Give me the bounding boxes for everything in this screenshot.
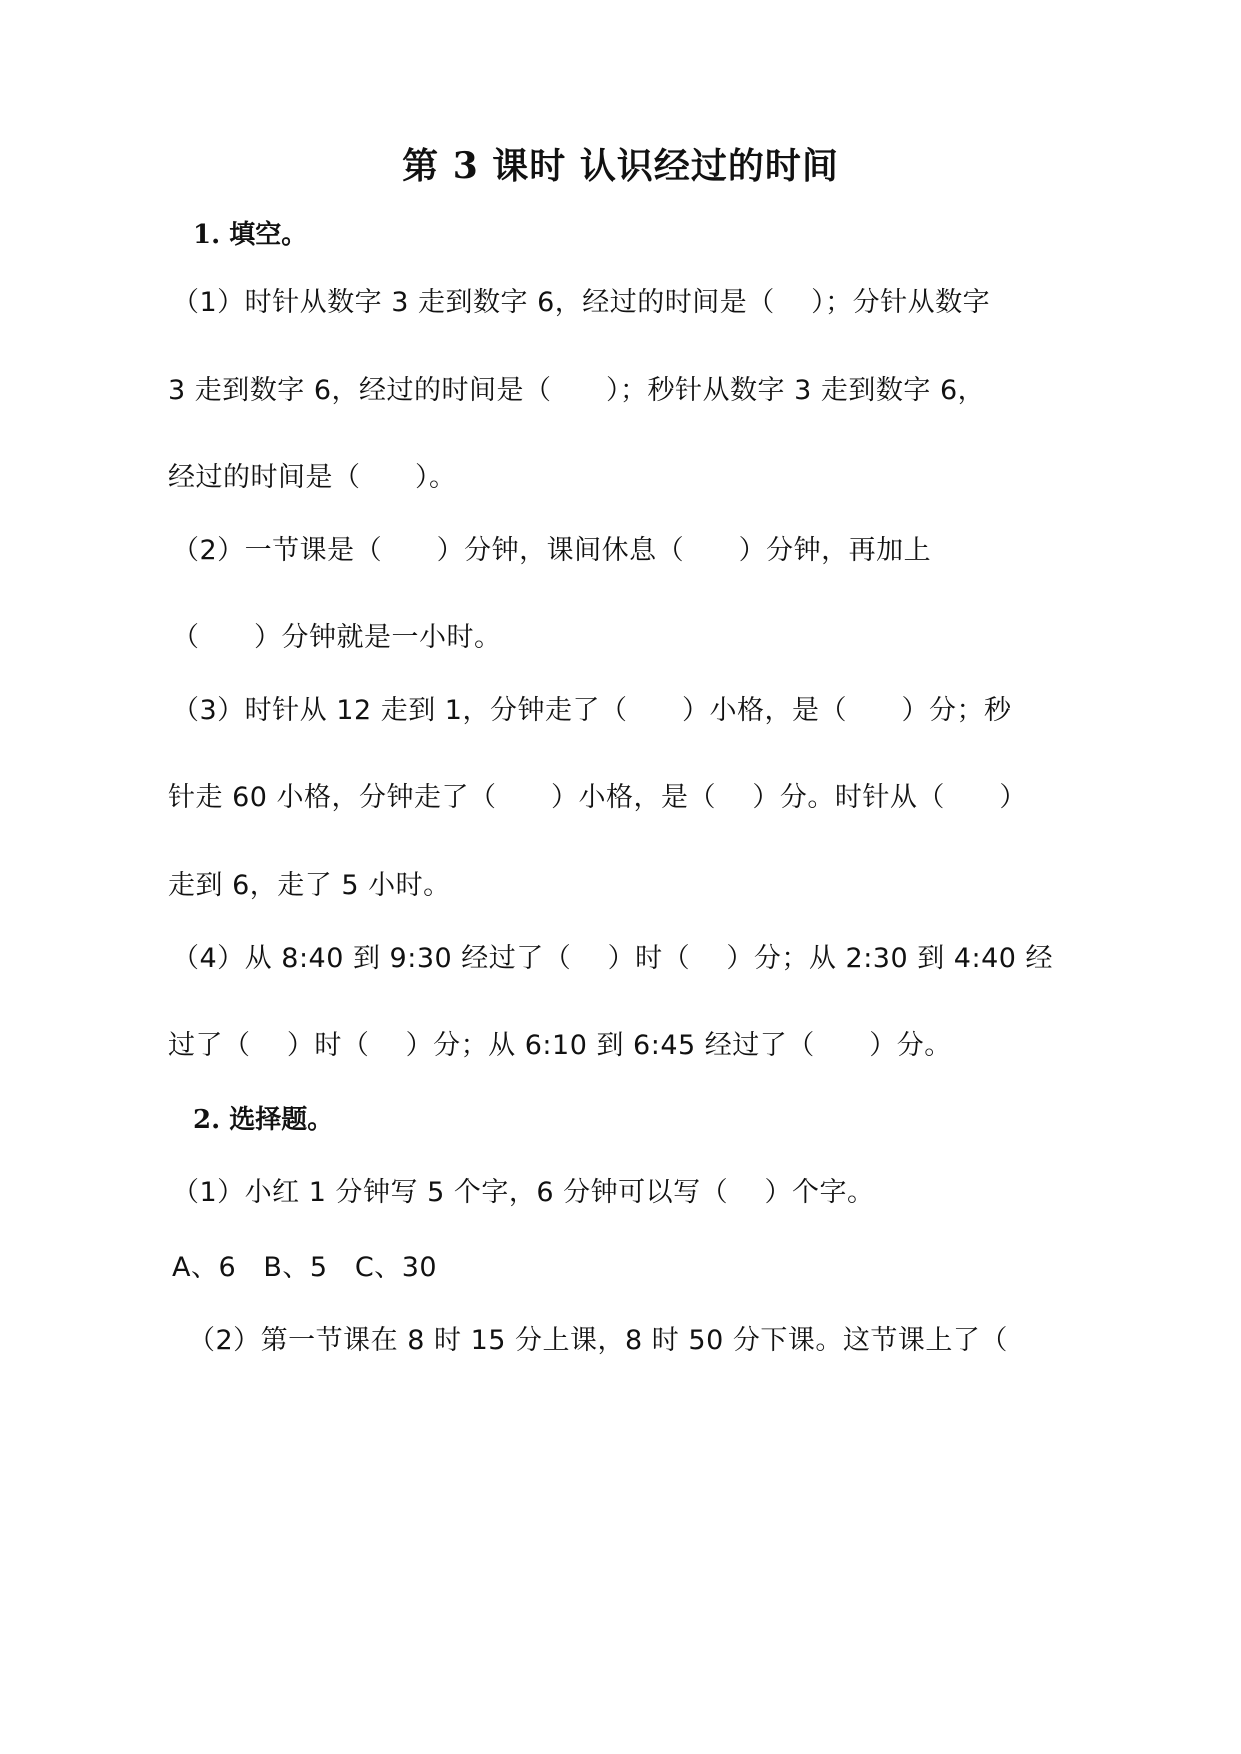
question-1-line-1: （1）时针从数字 3 走到数字 6，经过的时间是（ ）；分针从数字 xyxy=(172,287,991,318)
page-title: 第 3 课时 认识经过的时间 xyxy=(402,145,839,187)
question-3-line-1: （3）时针从 12 走到 1，分钟走了（ ）小格，是（ ）分；秒 xyxy=(172,695,1012,726)
question-3-line-2: 针走 60 小格，分钟走了（ ）小格，是（ ）分。时针从（ ） xyxy=(168,782,1027,813)
choice-question-1: （1）小红 1 分钟写 5 个字，6 分钟可以写（ ）个字。 xyxy=(172,1177,875,1208)
choice-question-1-options: A、6 B、5 C、30 xyxy=(172,1252,438,1283)
question-3-line-3: 走到 6，走了 5 小时。 xyxy=(168,870,451,901)
section-heading-multiple-choice: 2. 选择题。 xyxy=(193,1105,334,1135)
choice-question-2: （2）第一节课在 8 时 15 分上课，8 时 50 分下课。这节课上了（ xyxy=(188,1325,1008,1356)
section-heading-fill-blanks: 1. 填空。 xyxy=(193,220,308,250)
question-2-line-1: （2）一节课是（ ）分钟，课间休息（ ）分钟，再加上 xyxy=(172,535,932,566)
question-2-line-2: （ ）分钟就是一小时。 xyxy=(172,622,502,653)
question-1-line-2: 3 走到数字 6，经过的时间是（ ）；秒针从数字 3 走到数字 6， xyxy=(168,375,986,406)
question-1-line-3: 经过的时间是（ ）。 xyxy=(168,462,457,493)
question-4-line-2: 过了（ ）时（ ）分；从 6:10 到 6:45 经过了（ ）分。 xyxy=(168,1030,952,1061)
question-4-line-1: （4）从 8:40 到 9:30 经过了（ ）时（ ）分；从 2:30 到 4:40 经 xyxy=(172,943,1054,974)
